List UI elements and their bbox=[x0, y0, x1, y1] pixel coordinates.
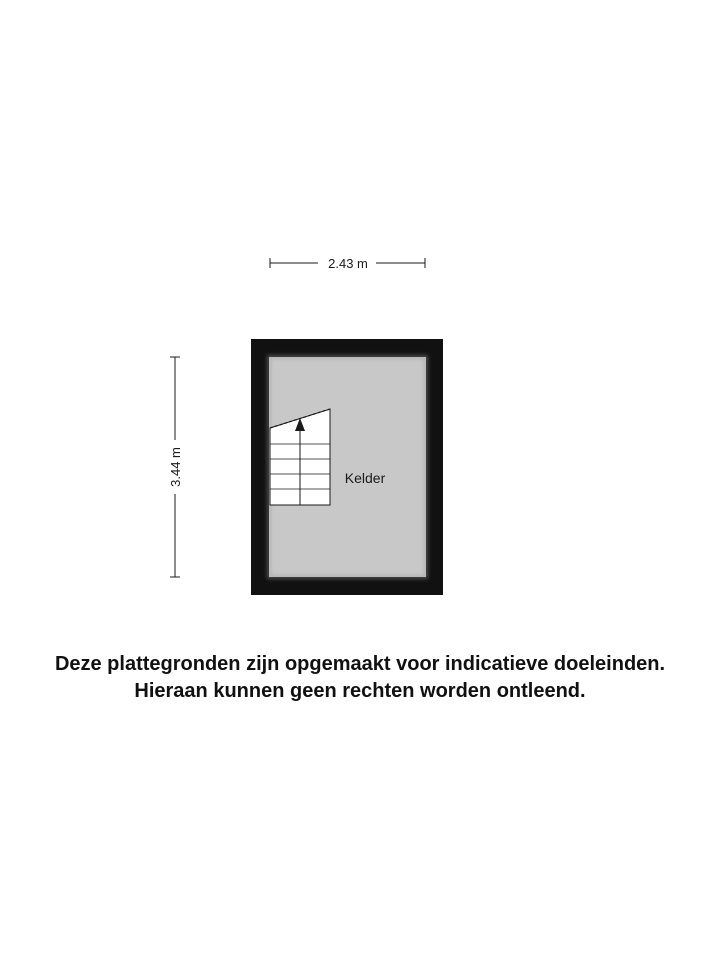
disclaimer-line-2: Hieraan kunnen geen rechten worden ontleend. bbox=[134, 680, 586, 702]
height-dimension-label: 3.44 m bbox=[168, 447, 183, 487]
disclaimer-line-1: Deze plattegronden zijn opgemaakt voor indicatieve doeleinden. bbox=[54, 653, 666, 675]
height-dimension bbox=[168, 357, 183, 577]
room-label: Kelder bbox=[344, 470, 386, 486]
width-dimension-label: 2.43 m bbox=[328, 256, 368, 271]
width-dimension bbox=[270, 256, 425, 271]
